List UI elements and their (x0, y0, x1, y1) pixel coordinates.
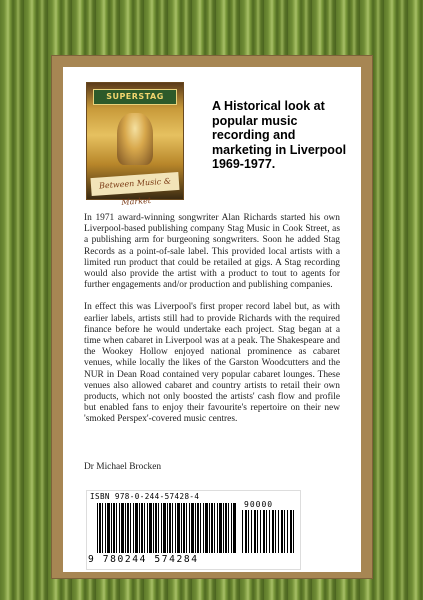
ean-barcode (97, 503, 237, 553)
ean-digits: 9 780244 574284 (88, 554, 199, 565)
addon-barcode (242, 510, 294, 553)
album-title-band (93, 89, 177, 105)
blurb (84, 213, 340, 437)
blurb-paragraph-2: In effect this was Liverpool's first proper record label but, as with earlier labels, artists still had to provide Richards with the required finance before he would undertake each project. Stag began at a time when cabaret in Liverpool was at a peak. The Shakespeare and the Wookey Hollow enjoyed national prominence as cabaret venues, while locally the likes of the Garston Woodcutters and the NUR in Dean Road contained very popular cabaret lounges. These venues also allowed cabaret and country artists to retail their own products, which not only boosted the artists' cash flow and profile but enabled fans to enjoy their favourite's repertoire on their new 'smoked Perspex'-covered music centres. (84, 302, 340, 425)
album-title-text: SUPERSTAG (106, 92, 164, 101)
album-banner: Between Music & Market (90, 172, 179, 196)
author-name: Dr Michael Brocken (84, 462, 162, 472)
price-addon-code: 90000 (244, 500, 274, 509)
headline: A Historical look at popular music recording and marketing in Liverpool 1969-1977. (212, 99, 347, 171)
stag-figure-illustration (117, 113, 153, 165)
isbn-label: ISBN 978-0-244-57428-4 (90, 492, 200, 501)
album-cover-image (86, 82, 184, 207)
blurb-paragraph-1: In 1971 award-winning songwriter Alan Richards started his own Liverpool-based publishing company Stag Music in Cook Street, as a publishing arm for burgeoning songwriters. Soon he added Stag Records as a point-of-sale label. This provided local artists with a limited run product that could be retailed at gigs. A Stag recording would also provide the artist with a product to tout to agents for further engagements and/or production and publishing companies. (84, 213, 340, 291)
